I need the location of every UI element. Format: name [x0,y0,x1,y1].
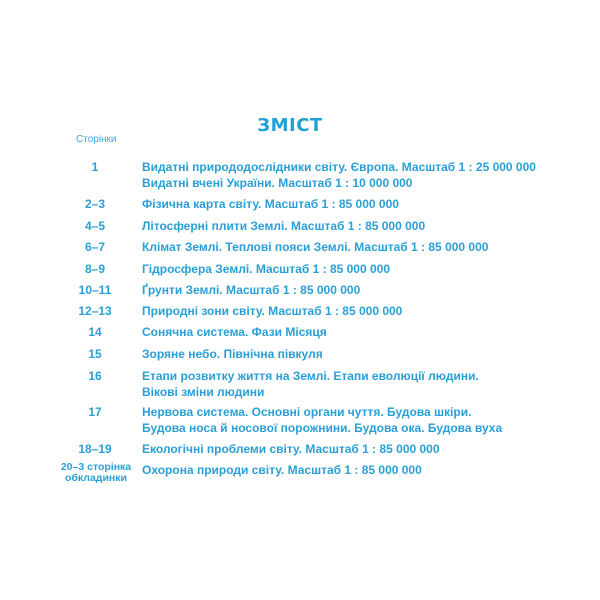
toc-entry-line: Будова носа й носової порожнини. Будова ока. Будова вуха [142,421,503,435]
toc-entry-pages: 1 [91,160,99,174]
toc-entry-line: Видатні вчені України. Масштаб 1 : 10 000 000 [142,176,413,190]
toc-entry-line: Ґрунти Землі. Масштаб 1 : 85 000 000 [142,283,361,297]
toc-entry-pages: 10–11 [78,283,112,297]
toc-entry-title [142,462,582,478]
toc-entry-title [142,368,582,400]
toc-entry-title [142,346,582,362]
toc-entry-line: Вікові зміни людини [142,385,265,399]
toc-entry-pages [52,462,140,484]
toc-entry-pages: 15 [88,347,102,361]
toc-entry-line: Літосферні плити Землі. Масштаб 1 : 85 000 000 [142,219,426,233]
toc-entry-pages: 18–19 [78,442,112,456]
page-title: ЗМІСТ [257,115,323,136]
toc-entry-line: Нервова система. Основні органи чуття. Будова шкіри. [142,405,472,419]
toc-entry-title [142,218,582,234]
toc-entry-line: Фізична карта світу. Масштаб 1 : 85 000 000 [142,197,399,211]
toc-entry-pages: 2–3 [84,197,106,211]
toc-entry-pages-line: 20–3 сторінка [60,461,132,473]
toc-entry-pages: 6–7 [84,240,106,254]
toc-entry-line: Охорона природи світу. Масштаб 1 : 85 000 000 [142,463,422,477]
toc-entry-title [142,303,582,319]
toc-entry-title [142,282,582,298]
toc-entry-line: Сонячна система. Фази Місяця [142,325,327,339]
toc-entry-pages: 16 [88,369,102,383]
toc-entry-pages: 12–13 [78,304,112,318]
toc-entry-line: Видатні природодослідники світу. Європа. Масштаб 1 : 25 000 000 [142,160,536,174]
toc-entry-title [142,261,582,277]
toc-entry-pages: 14 [88,325,102,339]
pages-column-label: Сторінки [76,134,117,145]
toc-entry-line: Гідросфера Землі. Масштаб 1 : 85 000 000 [142,262,391,276]
toc-entry-line: Зоряне небо. Північна півкуля [142,347,323,361]
toc-entry-title [142,159,582,191]
toc-entry-pages: 8–9 [84,262,106,276]
toc-entry-line: Екологічні проблеми світу. Масштаб 1 : 85 000 000 [142,442,440,456]
toc-entry-pages-line: обкладинки [65,472,127,484]
toc-entry-title [142,196,582,212]
toc-entry-title [142,404,582,436]
toc-entry-line: Етапи розвитку життя на Землі. Етапи еволюції людини. [142,369,479,383]
toc-entry-line: Природні зони світу. Масштаб 1 : 85 000 000 [142,304,403,318]
toc-entry-title [142,324,582,340]
toc-entry-line: Клімат Землі. Теплові пояси Землі. Масштаб 1 : 85 000 000 [142,240,489,254]
toc-entry-pages: 4–5 [84,219,106,233]
toc-entry-title [142,441,582,457]
toc-entry-pages: 17 [88,405,102,419]
toc-entry-title [142,239,582,255]
